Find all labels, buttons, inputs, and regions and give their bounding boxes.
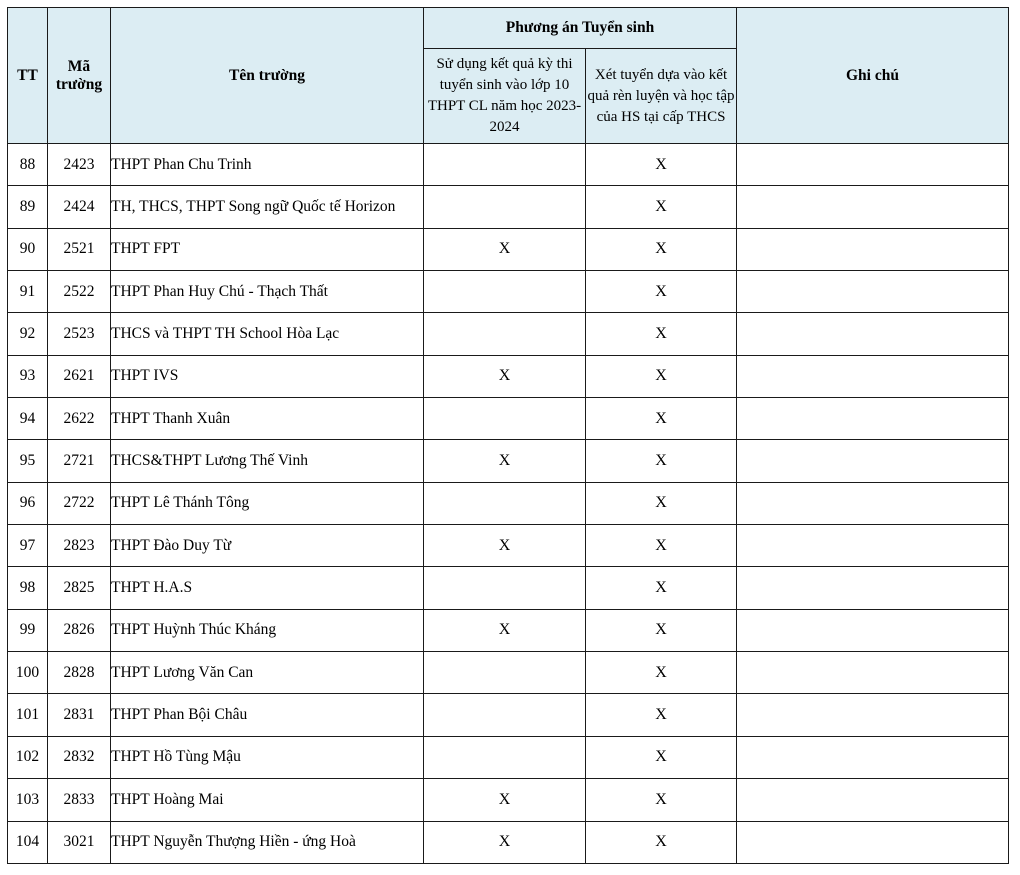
- cell-plan-exam: [424, 567, 586, 609]
- cell-plan-record: X: [586, 821, 737, 863]
- header-row-top: [8, 8, 1009, 49]
- cell-plan-record: X: [586, 186, 737, 228]
- cell-school-name: THPT H.A.S: [111, 567, 424, 609]
- cell-tt: 101: [8, 694, 48, 736]
- cell-school-code: 3021: [48, 821, 111, 863]
- cell-plan-record: X: [586, 652, 737, 694]
- cell-tt: 97: [8, 525, 48, 567]
- cell-tt: 90: [8, 228, 48, 270]
- cell-tt: 99: [8, 609, 48, 651]
- cell-tt: 98: [8, 567, 48, 609]
- cell-school-name: TH, THCS, THPT Song ngữ Quốc tế Horizon: [111, 186, 424, 228]
- table-row: [8, 271, 1009, 313]
- cell-note: [737, 525, 1009, 567]
- cell-school-code: 2831: [48, 694, 111, 736]
- cell-plan-exam: X: [424, 525, 586, 567]
- cell-note: [737, 821, 1009, 863]
- cell-school-name: THPT Lương Văn Can: [111, 652, 424, 694]
- cell-tt: 93: [8, 355, 48, 397]
- cell-school-code: 2832: [48, 736, 111, 778]
- table-row: [8, 821, 1009, 863]
- cell-school-name: THPT Nguyễn Thượng Hiền - ứng Hoà: [111, 821, 424, 863]
- header-tt: TT: [8, 8, 48, 144]
- cell-plan-record: X: [586, 567, 737, 609]
- cell-tt: 91: [8, 271, 48, 313]
- table-row: [8, 482, 1009, 524]
- header-plan-exam: Sử dụng kết quả kỳ thi tuyển sinh vào lớp 10 THPT CL năm học 2023-2024: [424, 49, 586, 144]
- header-note: Ghi chú: [737, 8, 1009, 144]
- cell-tt: 96: [8, 482, 48, 524]
- cell-note: [737, 355, 1009, 397]
- cell-plan-exam: X: [424, 355, 586, 397]
- cell-note: [737, 652, 1009, 694]
- cell-plan-record: X: [586, 694, 737, 736]
- cell-school-name: THPT Phan Bội Châu: [111, 694, 424, 736]
- cell-note: [737, 398, 1009, 440]
- cell-school-code: 2523: [48, 313, 111, 355]
- cell-plan-exam: [424, 144, 586, 186]
- table-row: [8, 440, 1009, 482]
- cell-school-name: THPT Phan Huy Chú - Thạch Thất: [111, 271, 424, 313]
- cell-tt: 95: [8, 440, 48, 482]
- table-row: [8, 228, 1009, 270]
- table-row: [8, 736, 1009, 778]
- cell-tt: 100: [8, 652, 48, 694]
- cell-note: [737, 482, 1009, 524]
- admission-plan-table: [7, 7, 1009, 864]
- cell-tt: 94: [8, 398, 48, 440]
- cell-school-code: 2825: [48, 567, 111, 609]
- header-admission-plan: Phương án Tuyển sinh: [424, 8, 737, 49]
- cell-tt: 88: [8, 144, 48, 186]
- cell-school-name: THPT IVS: [111, 355, 424, 397]
- cell-plan-record: X: [586, 779, 737, 821]
- cell-plan-record: X: [586, 398, 737, 440]
- cell-note: [737, 567, 1009, 609]
- cell-note: [737, 144, 1009, 186]
- cell-school-code: 2828: [48, 652, 111, 694]
- table-row: [8, 567, 1009, 609]
- cell-school-name: THCS và THPT TH School Hòa Lạc: [111, 313, 424, 355]
- cell-school-name: THPT Huỳnh Thúc Kháng: [111, 609, 424, 651]
- table-header: [8, 8, 1009, 144]
- cell-plan-record: X: [586, 355, 737, 397]
- cell-plan-record: X: [586, 440, 737, 482]
- cell-plan-exam: [424, 313, 586, 355]
- cell-plan-exam: [424, 482, 586, 524]
- cell-note: [737, 228, 1009, 270]
- cell-school-name: THPT Hồ Tùng Mậu: [111, 736, 424, 778]
- cell-note: [737, 694, 1009, 736]
- cell-note: [737, 313, 1009, 355]
- cell-school-name: THPT Phan Chu Trinh: [111, 144, 424, 186]
- cell-plan-exam: [424, 271, 586, 313]
- cell-note: [737, 736, 1009, 778]
- cell-school-name: THPT Hoàng Mai: [111, 779, 424, 821]
- table-row: [8, 652, 1009, 694]
- cell-plan-exam: [424, 736, 586, 778]
- cell-plan-record: X: [586, 525, 737, 567]
- cell-plan-exam: X: [424, 821, 586, 863]
- cell-plan-record: X: [586, 271, 737, 313]
- cell-note: [737, 271, 1009, 313]
- table-row: [8, 609, 1009, 651]
- table-row: [8, 355, 1009, 397]
- cell-plan-exam: X: [424, 228, 586, 270]
- table-row: [8, 398, 1009, 440]
- cell-school-name: THPT Thanh Xuân: [111, 398, 424, 440]
- cell-school-code: 2423: [48, 144, 111, 186]
- cell-plan-record: X: [586, 228, 737, 270]
- table-body: [8, 144, 1009, 864]
- cell-plan-exam: X: [424, 609, 586, 651]
- cell-tt: 103: [8, 779, 48, 821]
- cell-school-name: THPT Lê Thánh Tông: [111, 482, 424, 524]
- cell-school-code: 2522: [48, 271, 111, 313]
- cell-school-code: 2826: [48, 609, 111, 651]
- cell-school-code: 2521: [48, 228, 111, 270]
- table-row: [8, 694, 1009, 736]
- cell-school-name: THPT FPT: [111, 228, 424, 270]
- cell-school-code: 2622: [48, 398, 111, 440]
- table-row: [8, 186, 1009, 228]
- header-school-code: Mã trường: [48, 8, 111, 144]
- cell-school-code: 2833: [48, 779, 111, 821]
- cell-note: [737, 440, 1009, 482]
- cell-tt: 92: [8, 313, 48, 355]
- cell-plan-record: X: [586, 313, 737, 355]
- cell-plan-record: X: [586, 482, 737, 524]
- cell-plan-exam: X: [424, 779, 586, 821]
- cell-plan-record: X: [586, 144, 737, 186]
- cell-plan-exam: [424, 652, 586, 694]
- cell-school-code: 2721: [48, 440, 111, 482]
- cell-tt: 89: [8, 186, 48, 228]
- cell-plan-exam: [424, 398, 586, 440]
- cell-school-code: 2823: [48, 525, 111, 567]
- cell-plan-record: X: [586, 609, 737, 651]
- cell-school-name: THCS&THPT Lương Thế Vinh: [111, 440, 424, 482]
- table-row: [8, 144, 1009, 186]
- cell-plan-exam: [424, 186, 586, 228]
- cell-note: [737, 779, 1009, 821]
- table-row: [8, 525, 1009, 567]
- cell-note: [737, 186, 1009, 228]
- cell-plan-exam: [424, 694, 586, 736]
- table-row: [8, 313, 1009, 355]
- cell-school-code: 2424: [48, 186, 111, 228]
- cell-plan-exam: X: [424, 440, 586, 482]
- cell-school-code: 2722: [48, 482, 111, 524]
- cell-school-code: 2621: [48, 355, 111, 397]
- table-row: [8, 779, 1009, 821]
- cell-tt: 102: [8, 736, 48, 778]
- cell-tt: 104: [8, 821, 48, 863]
- cell-note: [737, 609, 1009, 651]
- cell-plan-record: X: [586, 736, 737, 778]
- header-plan-record: Xét tuyển dựa vào kết quả rèn luyện và học tập của HS tại cấp THCS: [586, 49, 737, 144]
- cell-school-name: THPT Đào Duy Từ: [111, 525, 424, 567]
- header-school-name: Tên trường: [111, 8, 424, 144]
